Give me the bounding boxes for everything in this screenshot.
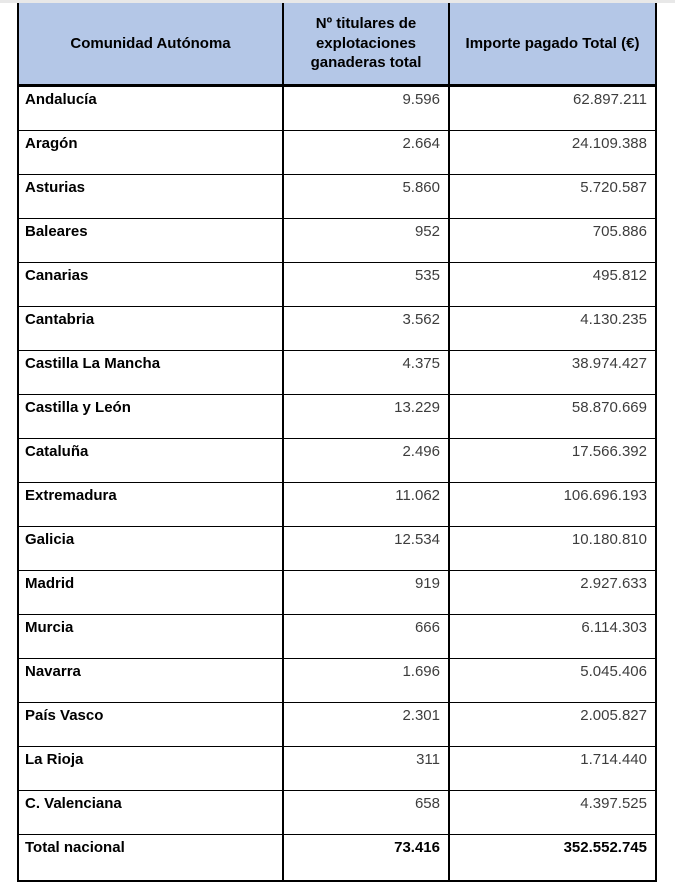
table-row (18, 615, 656, 659)
table-footer (18, 835, 656, 882)
cell-titulares: 5.860 (283, 175, 449, 219)
total-titulares: 73.416 (283, 835, 449, 882)
cell-titulares: 1.696 (283, 659, 449, 703)
table-row (18, 307, 656, 351)
cell-titulares: 12.534 (283, 527, 449, 571)
table-row (18, 395, 656, 439)
cell-region: Navarra (18, 659, 283, 703)
cell-importe: 62.897.211 (449, 86, 656, 131)
table-row (18, 263, 656, 307)
cell-region: Baleares (18, 219, 283, 263)
total-label: Total nacional (18, 835, 283, 882)
table-row (18, 219, 656, 263)
cell-titulares: 919 (283, 571, 449, 615)
cell-importe: 17.566.392 (449, 439, 656, 483)
cell-titulares: 4.375 (283, 351, 449, 395)
cell-region: Cataluña (18, 439, 283, 483)
cell-importe: 106.696.193 (449, 483, 656, 527)
table-row (18, 351, 656, 395)
cell-importe: 2.927.633 (449, 571, 656, 615)
cell-importe: 1.714.440 (449, 747, 656, 791)
cell-region: La Rioja (18, 747, 283, 791)
cell-titulares: 952 (283, 219, 449, 263)
cell-importe: 495.812 (449, 263, 656, 307)
cell-importe: 24.109.388 (449, 131, 656, 175)
table-header (18, 3, 656, 86)
cell-importe: 5.720.587 (449, 175, 656, 219)
table-row (18, 659, 656, 703)
cell-titulares: 666 (283, 615, 449, 659)
column-header-comunidad: Comunidad Autónoma (18, 3, 283, 86)
cell-importe: 38.974.427 (449, 351, 656, 395)
cell-region: Canarias (18, 263, 283, 307)
cell-region: Castilla La Mancha (18, 351, 283, 395)
column-header-importe: Importe pagado Total (€) (449, 3, 656, 86)
header-row (18, 3, 656, 86)
table-row (18, 86, 656, 131)
table-row (18, 131, 656, 175)
regions-payment-table (17, 3, 657, 882)
cell-titulares: 535 (283, 263, 449, 307)
cell-importe: 2.005.827 (449, 703, 656, 747)
table-row (18, 483, 656, 527)
cell-importe: 58.870.669 (449, 395, 656, 439)
cell-region: Madrid (18, 571, 283, 615)
cell-region: Extremadura (18, 483, 283, 527)
cell-titulares: 2.301 (283, 703, 449, 747)
cell-region: Galicia (18, 527, 283, 571)
cell-region: Asturias (18, 175, 283, 219)
cell-titulares: 2.664 (283, 131, 449, 175)
cell-importe: 4.130.235 (449, 307, 656, 351)
cell-importe: 5.045.406 (449, 659, 656, 703)
cell-region: País Vasco (18, 703, 283, 747)
table-row (18, 791, 656, 835)
table-body (18, 86, 656, 835)
cell-titulares: 13.229 (283, 395, 449, 439)
cell-importe: 6.114.303 (449, 615, 656, 659)
table-row (18, 439, 656, 483)
cell-region: Aragón (18, 131, 283, 175)
total-row (18, 835, 656, 882)
table-row (18, 175, 656, 219)
cell-importe: 10.180.810 (449, 527, 656, 571)
cell-region: Murcia (18, 615, 283, 659)
cell-titulares: 2.496 (283, 439, 449, 483)
table-row (18, 527, 656, 571)
cell-titulares: 311 (283, 747, 449, 791)
cell-importe: 705.886 (449, 219, 656, 263)
cell-region: C. Valenciana (18, 791, 283, 835)
cell-region: Cantabria (18, 307, 283, 351)
table-row (18, 703, 656, 747)
cell-titulares: 9.596 (283, 86, 449, 131)
cell-titulares: 658 (283, 791, 449, 835)
cell-importe: 4.397.525 (449, 791, 656, 835)
cell-region: Andalucía (18, 86, 283, 131)
cell-region: Castilla y León (18, 395, 283, 439)
cell-titulares: 11.062 (283, 483, 449, 527)
table-row (18, 571, 656, 615)
table-row (18, 747, 656, 791)
total-importe: 352.552.745 (449, 835, 656, 882)
cell-titulares: 3.562 (283, 307, 449, 351)
column-header-titulares: Nº titulares de explotaciones ganaderas total (283, 3, 449, 86)
